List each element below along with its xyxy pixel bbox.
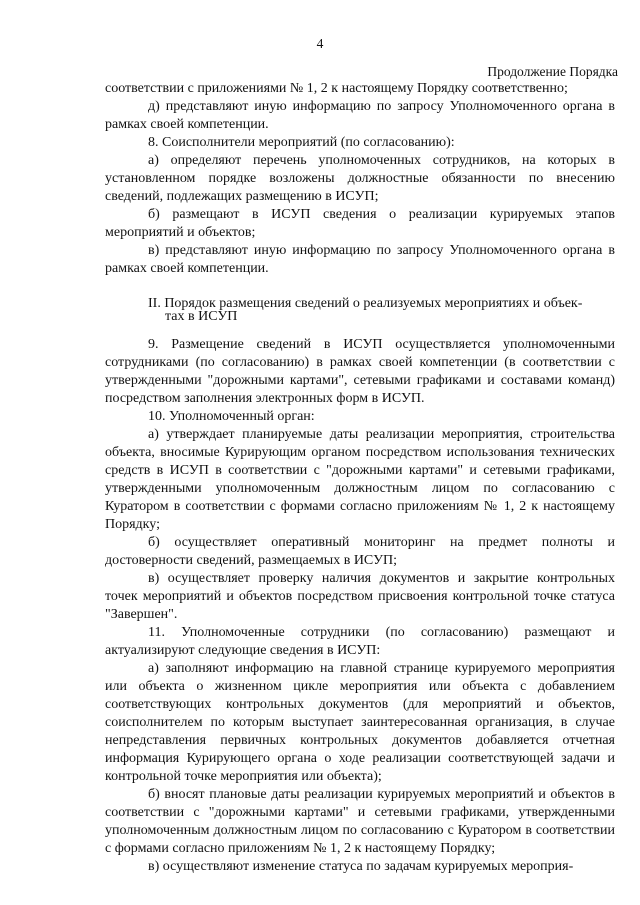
section-heading-line2: тах в ИСУП: [165, 309, 238, 324]
paragraph: соответствии с приложениями № 1, 2 к настоящему Порядку соответственно;: [105, 81, 568, 96]
section-heading-line1: II. Порядок размещения сведений о реализуемых мероприятиях и объек-: [148, 296, 583, 311]
paragraph: а) заполняют информацию на главной странице курируемого мероприятия или объекта о жизненном цикле мероприятия или объекта с добавлением соответствующих контрольных документов (для мероприятий и объектов, соисполнителем по которым выступает заинтересованная организация, в случае непредставления первичных контрольных документов добавляется отчетная информация Курирующего органа о ходе реализации соответствующей задачи и контрольной точке мероприятия или объекта);: [105, 661, 615, 784]
paragraph: б) осуществляет оперативный мониторинг на предмет полноты и достоверности сведений, размещаемых в ИСУП;: [105, 535, 615, 568]
paragraph: б) вносят плановые даты реализации курируемых мероприятий и объектов в соответствии с "дорожными картами" и сетевыми графиками, утвержденными уполномоченным должностным лицом по согласованию с Куратором в соответствии с формами согласно приложениям № 1, 2 к настоящему Порядку;: [105, 787, 615, 856]
paragraph: а) утверждает планируемые даты реализации мероприятия, строительства объекта, вносимые Курирующим органом посредством использования технических средств в ИСУП в соответствии с "дорожными картами" и сетевыми графиками, утвержденными уполномоченным должностным лицом по согласованию с Куратором в соответствии с формами согласно приложениям № 1, 2 к настоящему Порядку;: [105, 427, 615, 532]
paragraph: 11. Уполномоченные сотрудники (по согласованию) размещают и актуализируют следующие сведения в ИСУП:: [105, 625, 615, 658]
paragraph: в) представляют иную информацию по запросу Уполномоченного органа в рамках своей компетенции.: [105, 243, 615, 276]
running-head: Продолжение Порядка: [487, 64, 618, 79]
paragraph: д) представляют иную информацию по запросу Уполномоченного органа в рамках своей компетенции.: [105, 99, 615, 132]
paragraph: 10. Уполномоченный орган:: [148, 409, 315, 424]
paragraph: 9. Размещение сведений в ИСУП осуществляется уполномоченными сотрудниками (по согласованию) в рамках своей компетенции (в соответствии с утвержденными "дорожными картами", сетевыми графиками и составами команд) посредством заполнения электронных форм в ИСУП.: [105, 337, 615, 406]
document-body: [105, 80, 615, 876]
paragraph: в) осуществляет проверку наличия документов и закрытие контрольных точек мероприятий и объектов посредством присвоения контрольной точке статуса "Завершен".: [105, 571, 615, 622]
paragraph: б) размещают в ИСУП сведения о реализации курируемых этапов мероприятий и объектов;: [105, 207, 615, 240]
paragraph: 8. Соисполнители мероприятий (по согласованию):: [148, 135, 455, 150]
paragraph: в) осуществляют изменение статуса по задачам курируемых мероприя-: [148, 859, 574, 874]
section-heading: [105, 297, 615, 323]
page-number: 4: [316, 36, 324, 51]
paragraph: а) определяют перечень уполномоченных сотрудников, на которых в установленном порядке возложены должностные обязанности по внесению сведений, подлежащих размещению в ИСУП;: [105, 153, 615, 204]
